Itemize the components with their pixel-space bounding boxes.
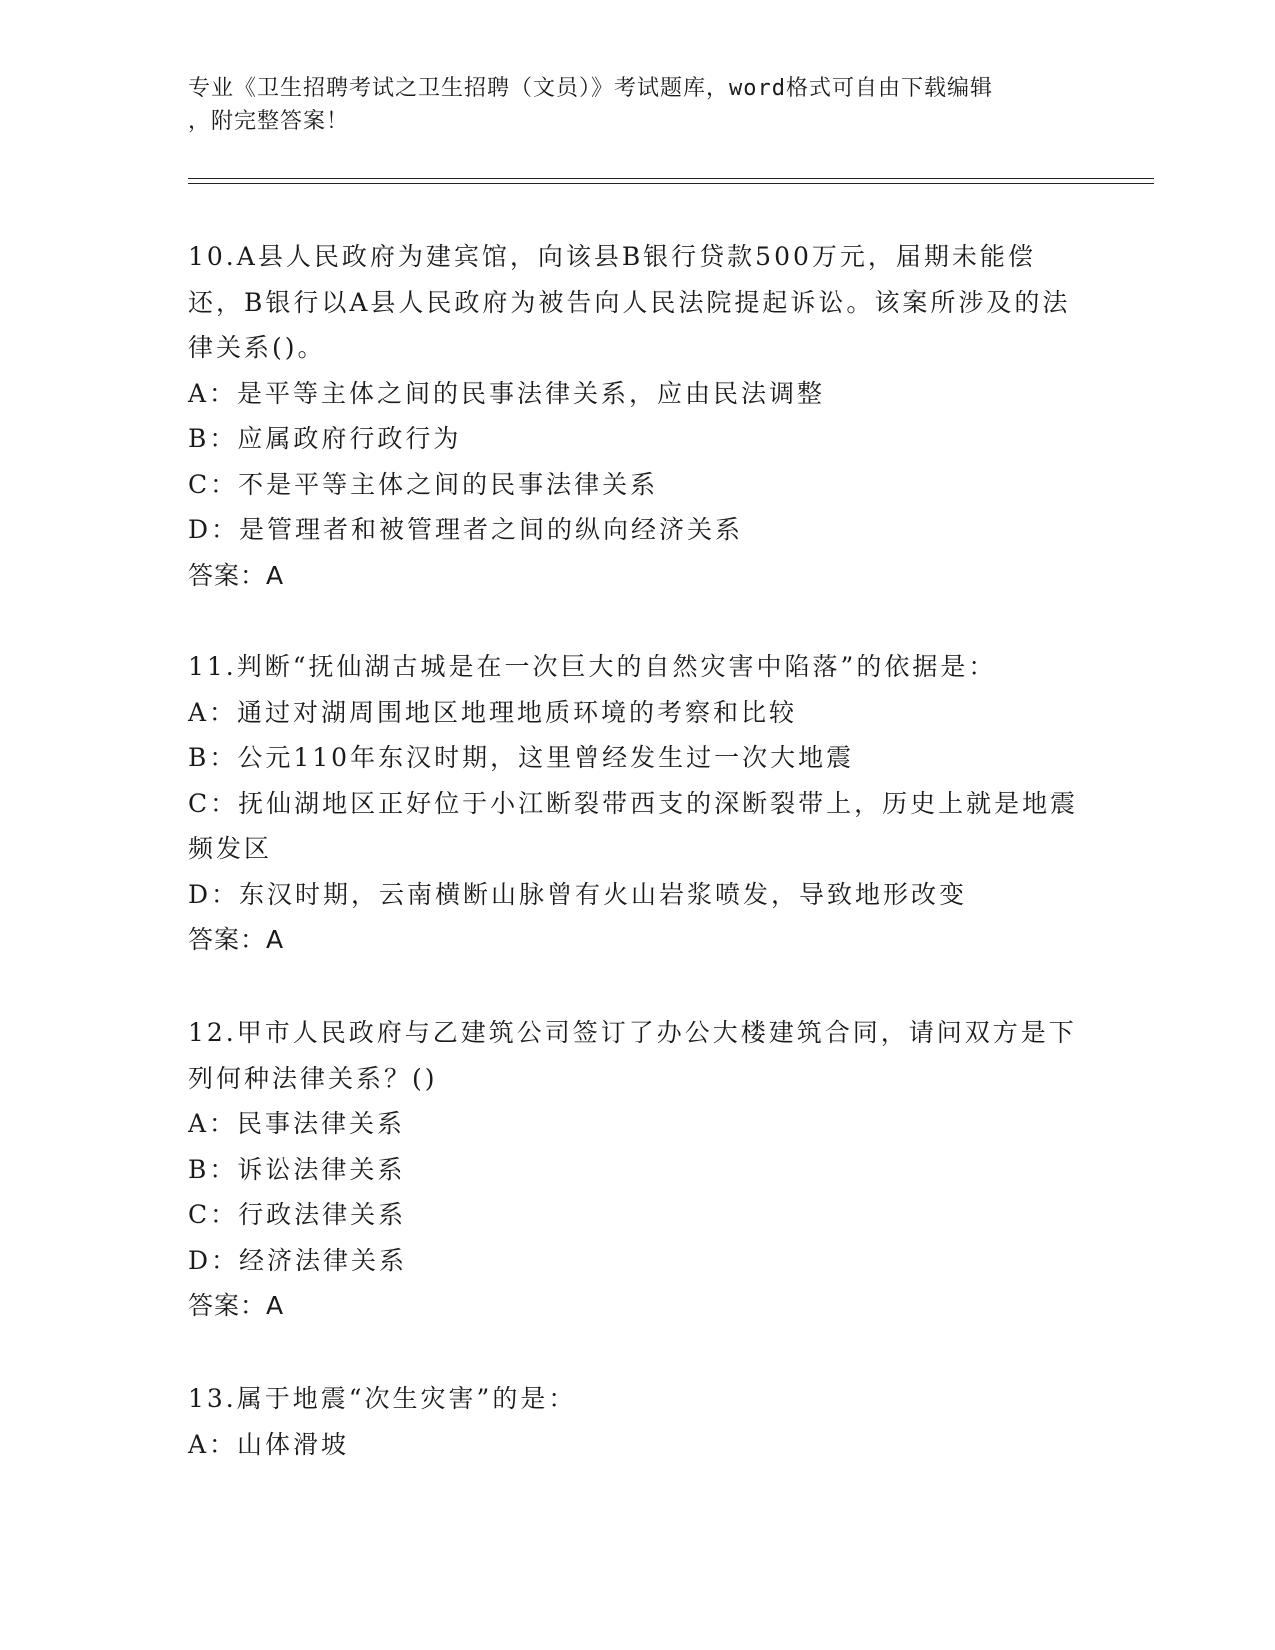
header-divider-top — [188, 178, 1154, 179]
option-a: A：民事法律关系 — [188, 1109, 406, 1138]
option-d: D：是管理者和被管理者之间的纵向经济关系 — [188, 515, 744, 544]
question-stem: 12.甲市人民政府与乙建筑公司签订了办公大楼建筑合同，请问双方是下列何种法律关系？() — [188, 1018, 1077, 1093]
option-a: A：山体滑坡 — [188, 1429, 350, 1459]
answer: 答案：A — [188, 560, 285, 590]
question-13 — [188, 1376, 1088, 1467]
option-b: B：公元110年东汉时期，这里曾经发生过一次大地震 — [188, 743, 855, 772]
option-b: B：应属政府行政行为 — [188, 424, 462, 453]
option-c: C：行政法律关系 — [188, 1200, 407, 1229]
option-c: C：抚仙湖地区正好位于小江断裂带西支的深断裂带上，历史上就是地震频发区 — [188, 788, 1079, 863]
option-c: C：不是平等主体之间的民事法律关系 — [188, 469, 659, 499]
question-stem: 10.A县人民政府为建宾馆，向该县B银行贷款500万元，届期未能偿还，B银行以A县人民政府为被告向人民法院提起诉讼。该案所涉及的法律关系()。 — [188, 242, 1071, 362]
option-d: D：经济法律关系 — [188, 1245, 408, 1275]
question-11 — [188, 644, 1088, 963]
question-stem: 11.判断“抚仙湖古城是在一次巨大的自然灾害中陷落”的依据是： — [188, 652, 997, 681]
header-line-1: 专业《卫生招聘考试之卫生招聘（文员）》考试题库，word格式可自由下载编辑 — [188, 76, 993, 101]
header-divider-bottom — [188, 183, 1154, 184]
header-line-2: ，附完整答案！ — [188, 109, 350, 134]
question-10 — [188, 234, 1088, 598]
question-12 — [188, 1010, 1088, 1329]
question-stem: 13.属于地震“次生灾害”的是： — [188, 1384, 577, 1413]
option-a: A：通过对湖周围地区地理地质环境的考察和比较 — [188, 697, 798, 727]
option-b: B：诉讼法律关系 — [188, 1154, 406, 1184]
answer: 答案：A — [188, 1291, 285, 1320]
document-header — [188, 72, 1068, 138]
option-d: D：东汉时期，云南横断山脉曾有火山岩浆喷发，导致地形改变 — [188, 879, 968, 909]
answer: 答案：A — [188, 925, 285, 954]
option-a: A：是平等主体之间的民事法律关系，应由民法调整 — [188, 378, 826, 408]
